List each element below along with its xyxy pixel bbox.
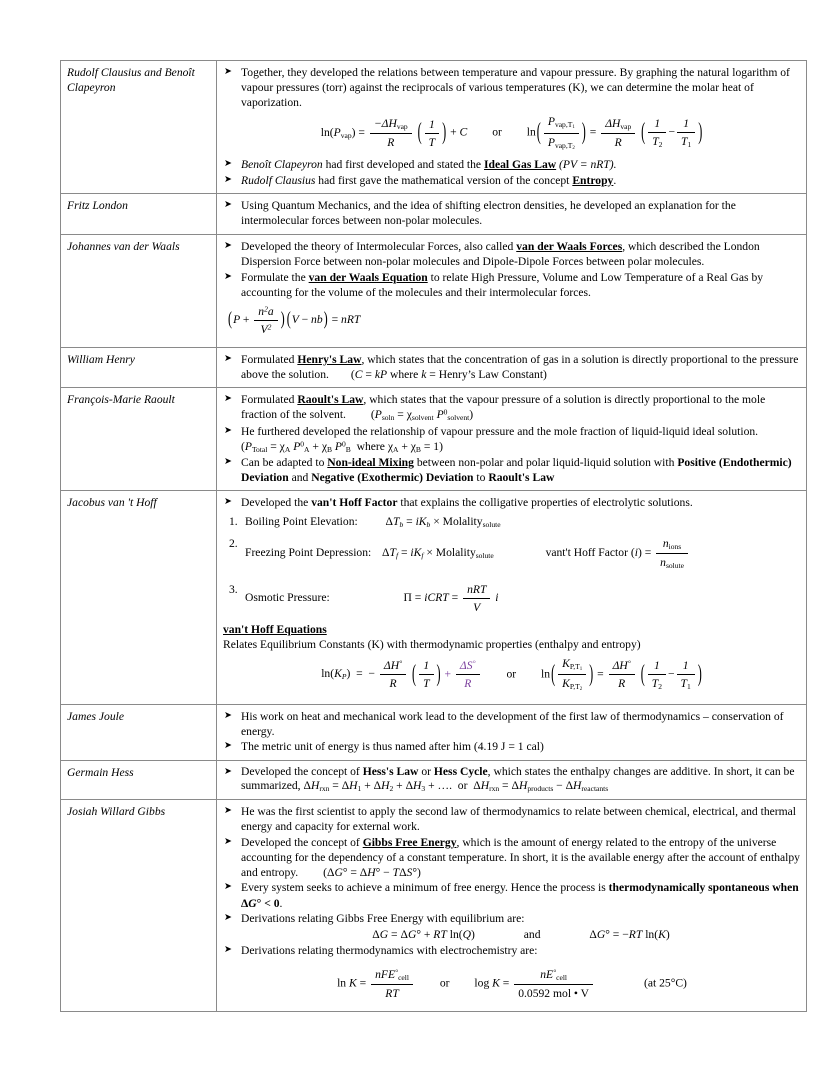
temperature-note: (at 25°C)	[643, 976, 687, 990]
bullet-text: He was the first scientist to apply the second law of thermodynamics to relate between chemical, electrical, and thermal energy and capacity for external work.	[241, 805, 797, 834]
item-label: Osmotic Pressure:	[245, 590, 330, 604]
numbered-list	[223, 514, 801, 615]
formula-freezing-point: $\Delta T_f = iK_f$ × Molality$_{solute}$	[382, 546, 494, 560]
scientist-name-cell: Josiah Willard Gibbs	[61, 800, 217, 1012]
scientist-contributions-cell	[217, 760, 807, 799]
scientist-name-cell: William Henry	[61, 347, 217, 388]
bullet-text: .	[279, 896, 283, 910]
scientist-contributions-cell	[217, 61, 807, 194]
bullet-text: to relate High Pressure, Volume and Low Temperature of a Real Gas by accounting for the volume of the molecules and their intermolecular forces.	[241, 270, 764, 299]
scientist-contributions-cell	[217, 388, 807, 491]
equation-gibbs-equilibrium: ΔG = ΔG° + RT ln(Q) and ΔG° = −RT ln(K)	[372, 928, 670, 942]
formula-gibbs-standard: (ΔG° = ΔH° − TΔS°)	[323, 865, 421, 879]
bullet-text: , which states that the concentration of gas in a solution is directly proportional to the pressure above the solution.	[241, 352, 799, 381]
bullet-text: or	[418, 764, 434, 778]
bullet-text: Formulated	[241, 393, 298, 407]
scientist-name-cell: Johannes van der Waals	[61, 234, 217, 347]
bullet-text: to	[473, 470, 489, 484]
bullet-list	[223, 239, 801, 300]
bullet-text: Benoît Clapeyron	[241, 158, 323, 172]
bullet-list	[223, 352, 801, 382]
bullet-text: , which states the enthalpy changes are additive.	[487, 764, 711, 778]
or-label-1: or	[492, 125, 502, 139]
bullet-text: Developed the	[241, 496, 312, 510]
bullet-text: Using Quantum Mechanics, and the idea of shifting electron densities, he developed an explanation for the intermolecular forces between non-polar molecules.	[241, 199, 736, 228]
bullet-text: and	[288, 470, 312, 484]
table-row	[61, 704, 807, 760]
list-item	[223, 352, 801, 382]
scientist-contributions-cell	[217, 347, 807, 388]
scientist-name-cell: Germain Hess	[61, 760, 217, 799]
term-negative-deviation: Negative (Exothermic) Deviation	[311, 470, 474, 484]
table-row	[61, 800, 807, 1012]
bullet-text: , which states that the vapour pressure of a solution is directly proportional to the mole fraction of the solvent.	[241, 393, 766, 422]
henry-formula: (C = kP where k = Henry’s Law Constant)	[350, 367, 547, 381]
item-label: Boiling Point Elevation:	[245, 514, 358, 528]
bullet-list	[223, 765, 801, 794]
bullet-text: , which described the London Dispersion Force between non-polar molecules and Dipole-Dipole Forces between polar molecules.	[241, 239, 760, 268]
term-ideal-gas-law: Ideal Gas Law	[483, 158, 557, 172]
list-item	[223, 880, 801, 910]
list-item	[223, 943, 801, 958]
scientist-name-cell: Fritz London	[61, 194, 217, 235]
and-label: and	[523, 928, 541, 942]
bullet-text: Derivations relating Gibbs Free Energy with equilibrium are:	[241, 912, 525, 926]
bullet-text: He furthered developed the relationship of vapour pressure and the mole fraction of liquid-liquid ideal solution.	[241, 424, 759, 438]
bullet-list	[223, 804, 801, 958]
scientist-contributions-cell	[217, 800, 807, 1012]
list-item	[229, 536, 801, 570]
formula-spontaneous-condition: ΔG° < 0	[241, 896, 280, 910]
scientist-name-cell: Rudolf Clausius and Benoît Clapeyron	[61, 61, 217, 194]
term-non-ideal-mixing: Non-ideal Mixing	[327, 455, 414, 469]
equation-electrochem: ln K = $\frac{nFE^\circ_{cell}}{RT}$ or log K = $\frac{nE^\circ_{cell}}{\text{0.0592 mol • V}}$ (at 25°C)	[337, 967, 687, 1000]
scientist-contributions-cell	[217, 234, 807, 347]
term-raoults-law: Raoult's Law	[297, 393, 364, 407]
item-number: 1.	[229, 514, 238, 528]
subsection-heading: van't Hoff Equations	[223, 622, 327, 636]
formula-osmotic-pressure: Π = iCRT = $\frac{\text{nRT}}{V}$ i	[403, 582, 499, 614]
list-item	[223, 392, 801, 423]
term-vant-hoff-factor: van't Hoff Factor	[311, 496, 398, 510]
item-number: 2.	[229, 537, 238, 551]
bullet-text: Derivations relating thermodynamics with electrochemistry are:	[241, 944, 538, 958]
raoult-formula: ($P_{soln} = \chi_{solvent}$ $P^0_{solvent}$)	[370, 408, 474, 423]
equation-clausius-clapeyron: $\ln(P_{vap})$ = $\frac{-\Delta H_{vap}}{R}$ ( $\frac{1}{T}$ ) + C or ln( $\frac{P_{vap,T_1}}{P_{vap,T_2}}$ ) = $\frac{\Delta H_{vap}}{R}$ ( $\frac{1}{T_2}$ − $\frac{1}{T_1}$ )	[320, 115, 703, 151]
table-row	[61, 388, 807, 491]
scientist-name-cell: François-Marie Raoult	[61, 388, 217, 491]
bullet-text: Rudolf Clausius	[241, 173, 316, 187]
bullet-text: In short, it can be summarized,	[241, 764, 795, 793]
term-vdw-equation: van der Waals Equation	[308, 270, 428, 284]
list-item	[223, 198, 801, 228]
list-item	[223, 804, 801, 834]
term-positive-deviation: Positive (Endothermic) Deviation	[241, 455, 792, 484]
or-label-3: or	[439, 976, 450, 990]
bullet-text: Formulated	[241, 352, 298, 366]
term-gibbs-free-energy: Gibbs Free Energy	[362, 835, 457, 849]
bullet-list	[223, 709, 801, 755]
scientist-contributions-cell	[217, 194, 807, 235]
term-entropy: Entropy	[572, 173, 614, 187]
item-number: 3.	[229, 582, 238, 596]
item-label: Freezing Point Depression:	[245, 546, 372, 560]
bullet-text: (PV = nRT).	[556, 158, 617, 172]
list-item	[223, 765, 801, 794]
list-item	[223, 424, 801, 455]
scientist-contributions-cell	[217, 491, 807, 704]
table-row	[61, 760, 807, 799]
bullet-text: between non-polar and polar liquid-liquid solution with	[413, 455, 678, 469]
list-item	[223, 173, 801, 188]
bullet-text: that explains the colligative properties of electrolytic solutions.	[397, 496, 693, 510]
table-row	[61, 234, 807, 347]
bullet-list	[223, 495, 801, 510]
equation-vant-hoff: $\ln(K_P)$ = − $\frac{\Delta H^\circ}{R}$ ( $\frac{1}{T}$ ) + $\frac{\Delta S^\circ}{R}$ or ln( $\frac{K_{P,T_1}}{K_{P,T_2}}$ ) = $\frac{\Delta H^\circ}{R}$ ( $\frac{1}{T_2}$ − $\frac{1}{T_1}$ )	[321, 656, 702, 693]
scientists-table	[60, 60, 807, 1012]
list-item	[229, 514, 801, 530]
scientist-name-cell: James Joule	[61, 704, 217, 760]
term-spontaneous: thermodynamically spontaneous when	[608, 881, 799, 895]
equation-van-der-waals: (P + $\frac{n^2a}{V^2}$ ) (V − nb) = nRT	[228, 304, 361, 336]
list-item	[223, 239, 801, 269]
term-hess-law: Hess's Law	[362, 764, 419, 778]
bullet-text: .	[613, 173, 617, 187]
table-row	[61, 194, 807, 235]
bullet-text: The metric unit of energy is thus named after him (4.19 J = 1 cal)	[241, 740, 544, 754]
bullet-text: had first developed and stated the	[322, 158, 484, 172]
list-item	[223, 835, 801, 880]
bullet-text: , which is the amount of energy related to the entropy of the universe accounting for the dependency of a constant temperature. In short, it is the available energy after the account of enthalpy and entropy.	[241, 835, 800, 879]
list-item	[223, 709, 801, 739]
term-vdw-forces: van der Waals Forces	[516, 239, 623, 253]
list-item	[223, 495, 801, 510]
list-item	[223, 911, 801, 942]
vant-hoff-factor-note: vant't Hoff Factor (i) = $\frac{n_{ions}}{n_{solute}}$	[546, 546, 690, 559]
bullet-text: Can be adapted to	[241, 455, 328, 469]
bullet-text: Developed the concept of	[241, 835, 363, 849]
term-raoults-law-2: Raoult's Law	[488, 470, 555, 484]
term-henrys-law: Henry's Law	[297, 352, 362, 366]
list-item	[223, 157, 801, 172]
scientist-contributions-cell	[217, 704, 807, 760]
bullet-list	[223, 392, 801, 485]
or-label-2: or	[506, 667, 517, 681]
bullet-text: Developed the concept of	[241, 764, 363, 778]
term-hess-cycle: Hess Cycle	[433, 764, 488, 778]
bullet-text: had first gave the mathematical version of the concept	[315, 173, 573, 187]
table-row	[61, 491, 807, 704]
bullet-list-2	[223, 157, 801, 188]
list-item	[229, 582, 801, 615]
subsection-text: Relates Equilibrium Constants (K) with thermodynamic properties (enthalpy and entropy)	[223, 637, 641, 651]
list-item	[223, 270, 801, 300]
list-item	[223, 65, 801, 110]
bullet-list	[223, 198, 801, 228]
table-row	[61, 347, 807, 388]
list-item	[223, 739, 801, 754]
bullet-text: Developed the theory of Intermolecular Forces, also called	[241, 239, 517, 253]
table-row	[61, 61, 807, 194]
bullet-text: Together, they developed the relations between temperature and vapour pressure. By graphing the natural logarithm of vapour pressures (torr) against the reciprocals of various temperatures (K), we can determine the molar heat of vaporization.	[241, 66, 790, 110]
formula-hess: $\Delta H_{rxn} = \Delta H_1 + \Delta H_2 + \Delta H_3$ + …. or $\Delta H_{rxn} = \Delta H_{products} - \Delta H_{reactants}$	[303, 779, 609, 794]
scientist-name-cell: Jacobus van 't Hoff	[61, 491, 217, 704]
bullet-text: Every system seeks to achieve a minimum of free energy. Hence the process is	[241, 881, 609, 895]
bullet-text: Formulate the	[241, 270, 309, 284]
raoult-total-formula: ($P_{Total} = \chi_A$ $P^0_A + \chi_B$ $P^0_B$ where $\chi_A + \chi_B = 1$)	[241, 439, 443, 454]
formula-boiling-point: $\Delta T_b = iK_b$ × Molality$_{solute}$	[385, 514, 501, 529]
list-item	[223, 455, 801, 485]
bullet-text: His work on heat and mechanical work lead to the development of the first law of thermodynamics – conservation of energy.	[241, 709, 784, 738]
bullet-list	[223, 65, 801, 110]
